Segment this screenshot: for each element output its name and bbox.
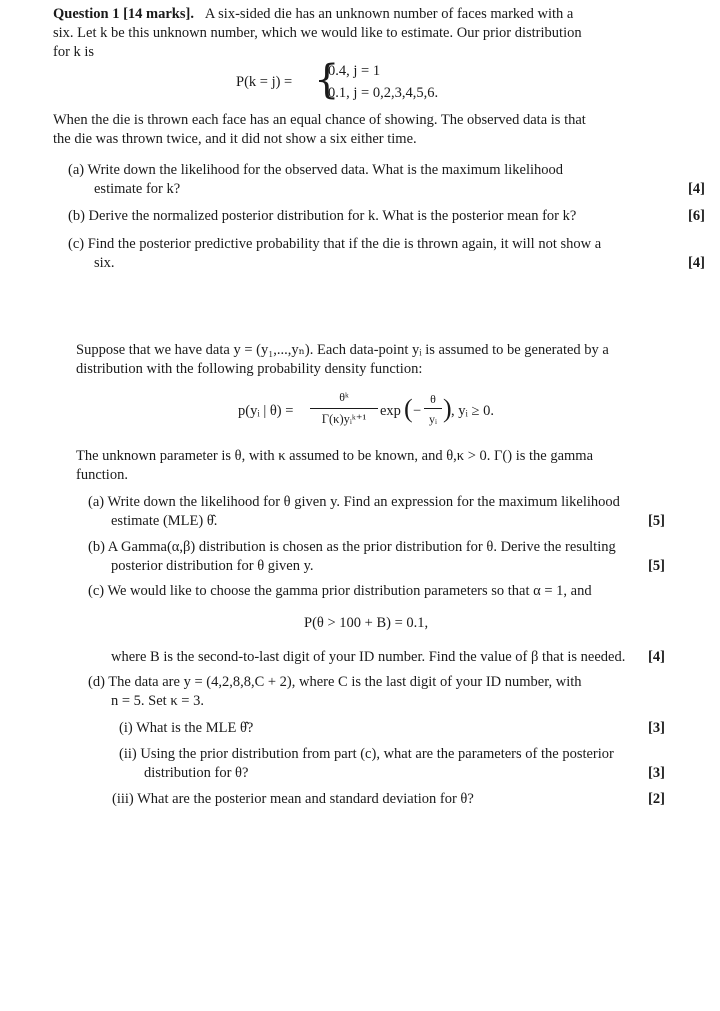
prior-brace: { bbox=[314, 57, 340, 103]
part-text: A Gamma(α,β) distribution is chosen as the prior distribution for θ. Derive the resulting bbox=[107, 539, 616, 555]
q1-part-b-marks: [6] bbox=[688, 208, 705, 224]
q2-part-b-marks: [5] bbox=[648, 558, 665, 574]
q2-subpart-i bbox=[119, 719, 639, 738]
minus-sign: − bbox=[413, 403, 422, 419]
fraction-bar bbox=[424, 408, 442, 409]
q1-intro-c: for k is bbox=[53, 44, 95, 60]
pdf-denominator: Γ(κ)yᵢᵏ⁺¹ bbox=[321, 412, 367, 426]
part-label: (b) bbox=[88, 539, 105, 555]
q1-part-a-marks: [4] bbox=[688, 181, 705, 197]
exp-numerator: θ bbox=[430, 392, 436, 406]
part-label: (c) bbox=[68, 236, 85, 252]
q2-subpart-ii bbox=[119, 745, 644, 783]
part-text-cont: n = 5. Set κ = 3. bbox=[111, 693, 204, 709]
part-label: (a) bbox=[68, 162, 85, 178]
q2-part-c-line2: where B is the second-to-last digit of your ID number. Find the value of β that is needed. bbox=[111, 649, 626, 665]
pdf-numerator: θᵏ bbox=[339, 390, 349, 404]
q2-subpart-iii-marks: [2] bbox=[648, 791, 665, 807]
q2-part-c-marks: [4] bbox=[648, 649, 665, 665]
part-text: Find the posterior predictive probability that if the die is thrown again, it will not show a bbox=[87, 236, 602, 252]
q1-part-a bbox=[68, 161, 668, 199]
fraction-bar bbox=[310, 408, 378, 409]
exp-denominator: yᵢ bbox=[429, 412, 437, 426]
q1-part-c-marks: [4] bbox=[688, 255, 705, 271]
pdf-domain: , yᵢ ≥ 0. bbox=[451, 403, 494, 419]
q2-intro bbox=[76, 341, 676, 379]
q2-subpart-ii-marks: [3] bbox=[648, 765, 665, 781]
part-text-cont: estimate (MLE) θ̂. bbox=[111, 513, 218, 529]
part-label: (b) bbox=[68, 208, 85, 224]
prior-lhs: P(k = j) = bbox=[236, 74, 293, 90]
part-text: Write down the likelihood for the observed data. What is the maximum likelihood bbox=[87, 162, 563, 178]
part-text: The data are y = (4,2,8,8,C + 2), where C is the last digit of your ID number, with bbox=[108, 674, 582, 690]
subpart-label: (ii) bbox=[119, 746, 137, 762]
q1-part-b bbox=[68, 207, 678, 226]
q1-intro bbox=[53, 5, 693, 62]
pdf-lhs: p(yᵢ | θ) = bbox=[238, 403, 294, 419]
q1-data-line1: When the die is thrown each face has an equal chance of showing. The observed data is that bbox=[53, 112, 586, 128]
q2-param-a: The unknown parameter is θ, with κ assumed to be known, and θ,κ > 0. Γ() is the gamma bbox=[76, 448, 594, 464]
prior-case2: 0.1, j = 0,2,3,4,5,6. bbox=[328, 85, 439, 101]
part-text-cont: posterior distribution for θ given y. bbox=[111, 558, 314, 574]
subpart-text: What is the MLE θ̂? bbox=[136, 720, 254, 736]
q2-intro-a: Suppose that we have data y = (y₁,...,yₙ). Each data-point yᵢ is assumed to be generated by a bbox=[76, 342, 609, 358]
q2-subpart-i-marks: [3] bbox=[648, 720, 665, 736]
subpart-text: Using the prior distribution from part (c), what are the parameters of the posterior bbox=[140, 746, 614, 762]
q1-intro-b: six. Let k be this unknown number, which we would like to estimate. Our prior distribution bbox=[53, 25, 582, 41]
q2-part-a bbox=[88, 493, 658, 531]
subpart-text-cont: distribution for θ? bbox=[144, 765, 249, 781]
q2-part-d bbox=[88, 673, 658, 711]
part-label: (a) bbox=[88, 494, 105, 510]
part-text: Write down the likelihood for θ given y. Find an expression for the maximum likelihood bbox=[107, 494, 620, 510]
part-text-cont: estimate for k? bbox=[94, 181, 181, 197]
prior-case1: 0.4, j = 1 bbox=[328, 63, 381, 79]
subpart-label: (iii) bbox=[112, 791, 134, 807]
paren-left: ( bbox=[404, 394, 413, 423]
pdf-formula bbox=[238, 388, 518, 432]
part-text: Derive the normalized posterior distribution for k. What is the posterior mean for k? bbox=[88, 208, 577, 224]
pdf-exp: exp bbox=[380, 403, 401, 419]
q2-part-c bbox=[88, 582, 658, 601]
q1-heading: Question 1 [14 marks]. bbox=[53, 6, 194, 22]
paren-right: ) bbox=[443, 394, 452, 423]
q2-params bbox=[76, 447, 676, 485]
q2-param-b: function. bbox=[76, 467, 128, 483]
part-text-cont: six. bbox=[94, 255, 115, 271]
q2-part-b bbox=[88, 538, 658, 576]
q2-subpart-iii bbox=[112, 790, 642, 809]
part-label: (c) bbox=[88, 583, 105, 599]
q2-part-a-marks: [5] bbox=[648, 513, 665, 529]
q1-part-c bbox=[68, 235, 708, 273]
q1-intro-a: A six-sided die has an unknown number of faces marked with a bbox=[204, 6, 574, 22]
part-label: (d) bbox=[88, 674, 105, 690]
subpart-text: What are the posterior mean and standard deviation for θ? bbox=[137, 791, 474, 807]
part-text: We would like to choose the gamma prior distribution parameters so that α = 1, and bbox=[107, 583, 592, 599]
q2-part-c-equation: P(θ > 100 + B) = 0.1, bbox=[304, 615, 429, 631]
subpart-label: (i) bbox=[119, 720, 133, 736]
q1-data-line2: the die was thrown twice, and it did not show a six either time. bbox=[53, 131, 417, 147]
q1-data-description bbox=[53, 111, 693, 149]
q2-intro-b: distribution with the following probability density function: bbox=[76, 361, 423, 377]
